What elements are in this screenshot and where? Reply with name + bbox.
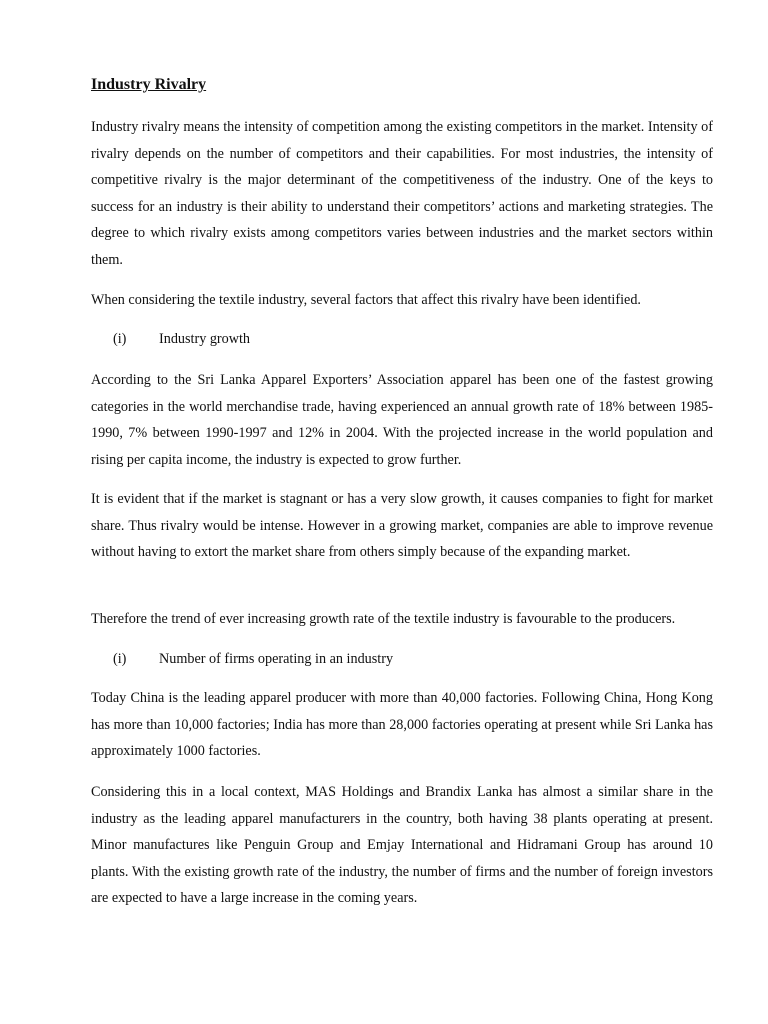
paragraph-local-context: Considering this in a local context, MAS Holdings and Brandix Lanka has almost a similar share in the industry as the leading apparel manufacturers in the country, both having 38 plants operating at present. Minor manufactures like Penguin Group and Emjay International and Hidramani Group has around 10 plants. With the existing growth rate of the industry, the number of firms and the number of foreign investors are expected to have a large increase in the coming years. xyxy=(91,784,713,907)
document-title: Industry Rivalry xyxy=(91,76,207,93)
list-item-number-of-firms xyxy=(113,646,393,673)
paragraph-growth: According to the Sri Lanka Apparel Exporters’ Association apparel has been one of the fastest growing categories in the world merchandise trade, having experienced an annual growth rate of 18% between 1985-1990, 7% between 1990-1997 and 12% in 2004. With the projected increase in the world population and rising per capita income, the industry is expected to grow further. xyxy=(91,372,713,468)
paragraph-trend: Therefore the trend of ever increasing growth rate of the textile industry is favourable to the producers. xyxy=(91,611,676,627)
list-item-number: (i) xyxy=(113,331,127,347)
list-item-number: (i) xyxy=(113,651,127,667)
list-item-label: Number of firms operating in an industry xyxy=(159,651,394,667)
list-item-industry-growth xyxy=(113,326,250,353)
paragraph-intro: Industry rivalry means the intensity of competition among the existing competitors in the market. Intensity of rivalry depends on the number of competitors and their capabilities. For most industries, the intensity of competitive rivalry is the major determinant of the competitiveness of the industry. One of the keys to success for an industry is their ability to understand their competitors’ actions and marketing strategies. The degree to which rivalry exists among competitors varies between industries and the market sectors within them. xyxy=(91,119,713,268)
paragraph-stagnant-market: It is evident that if the market is stagnant or has a very slow growth, it causes companies to fight for market share. Thus rivalry would be intense. However in a growing market, companies are able to improve revenue without having to extort the market share from others simply because of the expanding market. xyxy=(91,491,713,561)
paragraph-factors: When considering the textile industry, several factors that affect this rivalry have been identified. xyxy=(91,292,641,308)
paragraph-china: Today China is the leading apparel producer with more than 40,000 factories. Following China, Hong Kong has more than 10,000 factories; India has more than 28,000 factories operating at present while Sri Lanka has approximately 1000 factories. xyxy=(91,690,713,760)
list-item-label: Industry growth xyxy=(159,331,251,347)
